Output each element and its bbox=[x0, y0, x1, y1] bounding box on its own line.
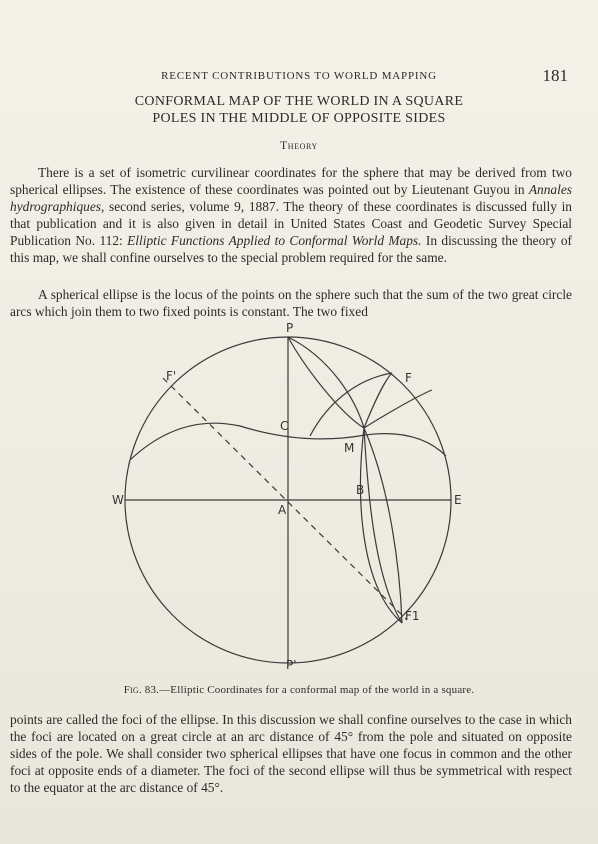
label-c: C bbox=[280, 419, 289, 433]
arc-m-to-f1-b bbox=[361, 428, 402, 623]
arc-m-to-f1 bbox=[364, 428, 402, 623]
paragraph-1-italic-a: Annales hydrographiques bbox=[10, 182, 572, 215]
label-m: M bbox=[344, 441, 355, 455]
focal-diameter-dashed bbox=[163, 378, 407, 620]
paragraph-3 bbox=[10, 711, 572, 796]
article-title bbox=[0, 93, 598, 127]
title-line-1: CONFORMAL MAP OF THE WORLD IN A SQUARE bbox=[134, 94, 464, 109]
title-line-2: POLES IN THE MIDDLE OF OPPOSITE SIDES bbox=[152, 111, 446, 126]
paragraph-2 bbox=[10, 286, 572, 320]
paragraph-1-text-b: , second series, volume 9, 1887. The theory of these coordinates is discussed fully in that publication and it is also given in detail in United States Coast and Geodetic Survey Special Publication No. 112: bbox=[10, 199, 572, 249]
paragraph-1 bbox=[10, 164, 572, 267]
arc-to-f-1 bbox=[310, 373, 392, 436]
label-p-top: P bbox=[286, 321, 294, 335]
label-f1: F1 bbox=[405, 609, 420, 623]
label-f-prime: F' bbox=[166, 369, 177, 383]
label-e: E bbox=[454, 493, 462, 507]
running-head: RECENT CONTRIBUTIONS TO WORLD MAPPING bbox=[161, 70, 437, 82]
label-f: F bbox=[405, 371, 412, 385]
figure-caption bbox=[0, 684, 598, 696]
section-heading: Theory bbox=[280, 140, 318, 152]
label-p-bottom: P' bbox=[286, 658, 297, 670]
caption-figure-number: Fig. 83. bbox=[123, 684, 160, 696]
paragraph-1-text-c: In discussing the theory of this map, we shall confine ourselves to the special problem required for the same. bbox=[10, 233, 572, 266]
label-w: W bbox=[112, 493, 124, 507]
paragraph-1-text-a: There is a set of isometric curvilinear coordinates for the sphere that may be derived from two spherical ellipses. The existence of these coordinates was pointed out by Lieutenant Guyou in bbox=[10, 165, 572, 198]
elliptic-coordinates-diagram bbox=[100, 318, 500, 670]
label-a: A bbox=[278, 503, 287, 517]
label-b: B bbox=[356, 483, 365, 497]
arc-m-to-edge bbox=[364, 390, 432, 428]
figure-83 bbox=[100, 318, 500, 670]
paragraph-2-text: A spherical ellipse is the locus of the points on the sphere such that the sum of the two great circle arcs which join them to two fixed points is constant. The two fixed bbox=[10, 287, 572, 320]
arc-m-to-f1-c bbox=[364, 428, 402, 623]
paragraph-3-text: points are called the foci of the ellipse. In this discussion we shall confine ourselves to the case in which the foci are located on a great circle at an arc distance of 45° from the pole and situated on opposite sides of the pole. We shall consider two spherical ellipses that have one focus in common and the other foci at opposite ends of a diameter. The foci of the second ellipse will thus be symmetrical with respect to the equator at the arc distance of 45°. bbox=[10, 712, 572, 796]
caption-text: —Elliptic Coordinates for a conformal map of the world in a square. bbox=[159, 684, 475, 696]
paragraph-1-italic-b: Elliptic Functions Applied to Conformal World Maps. bbox=[127, 233, 422, 249]
page-number: 181 bbox=[542, 66, 568, 85]
